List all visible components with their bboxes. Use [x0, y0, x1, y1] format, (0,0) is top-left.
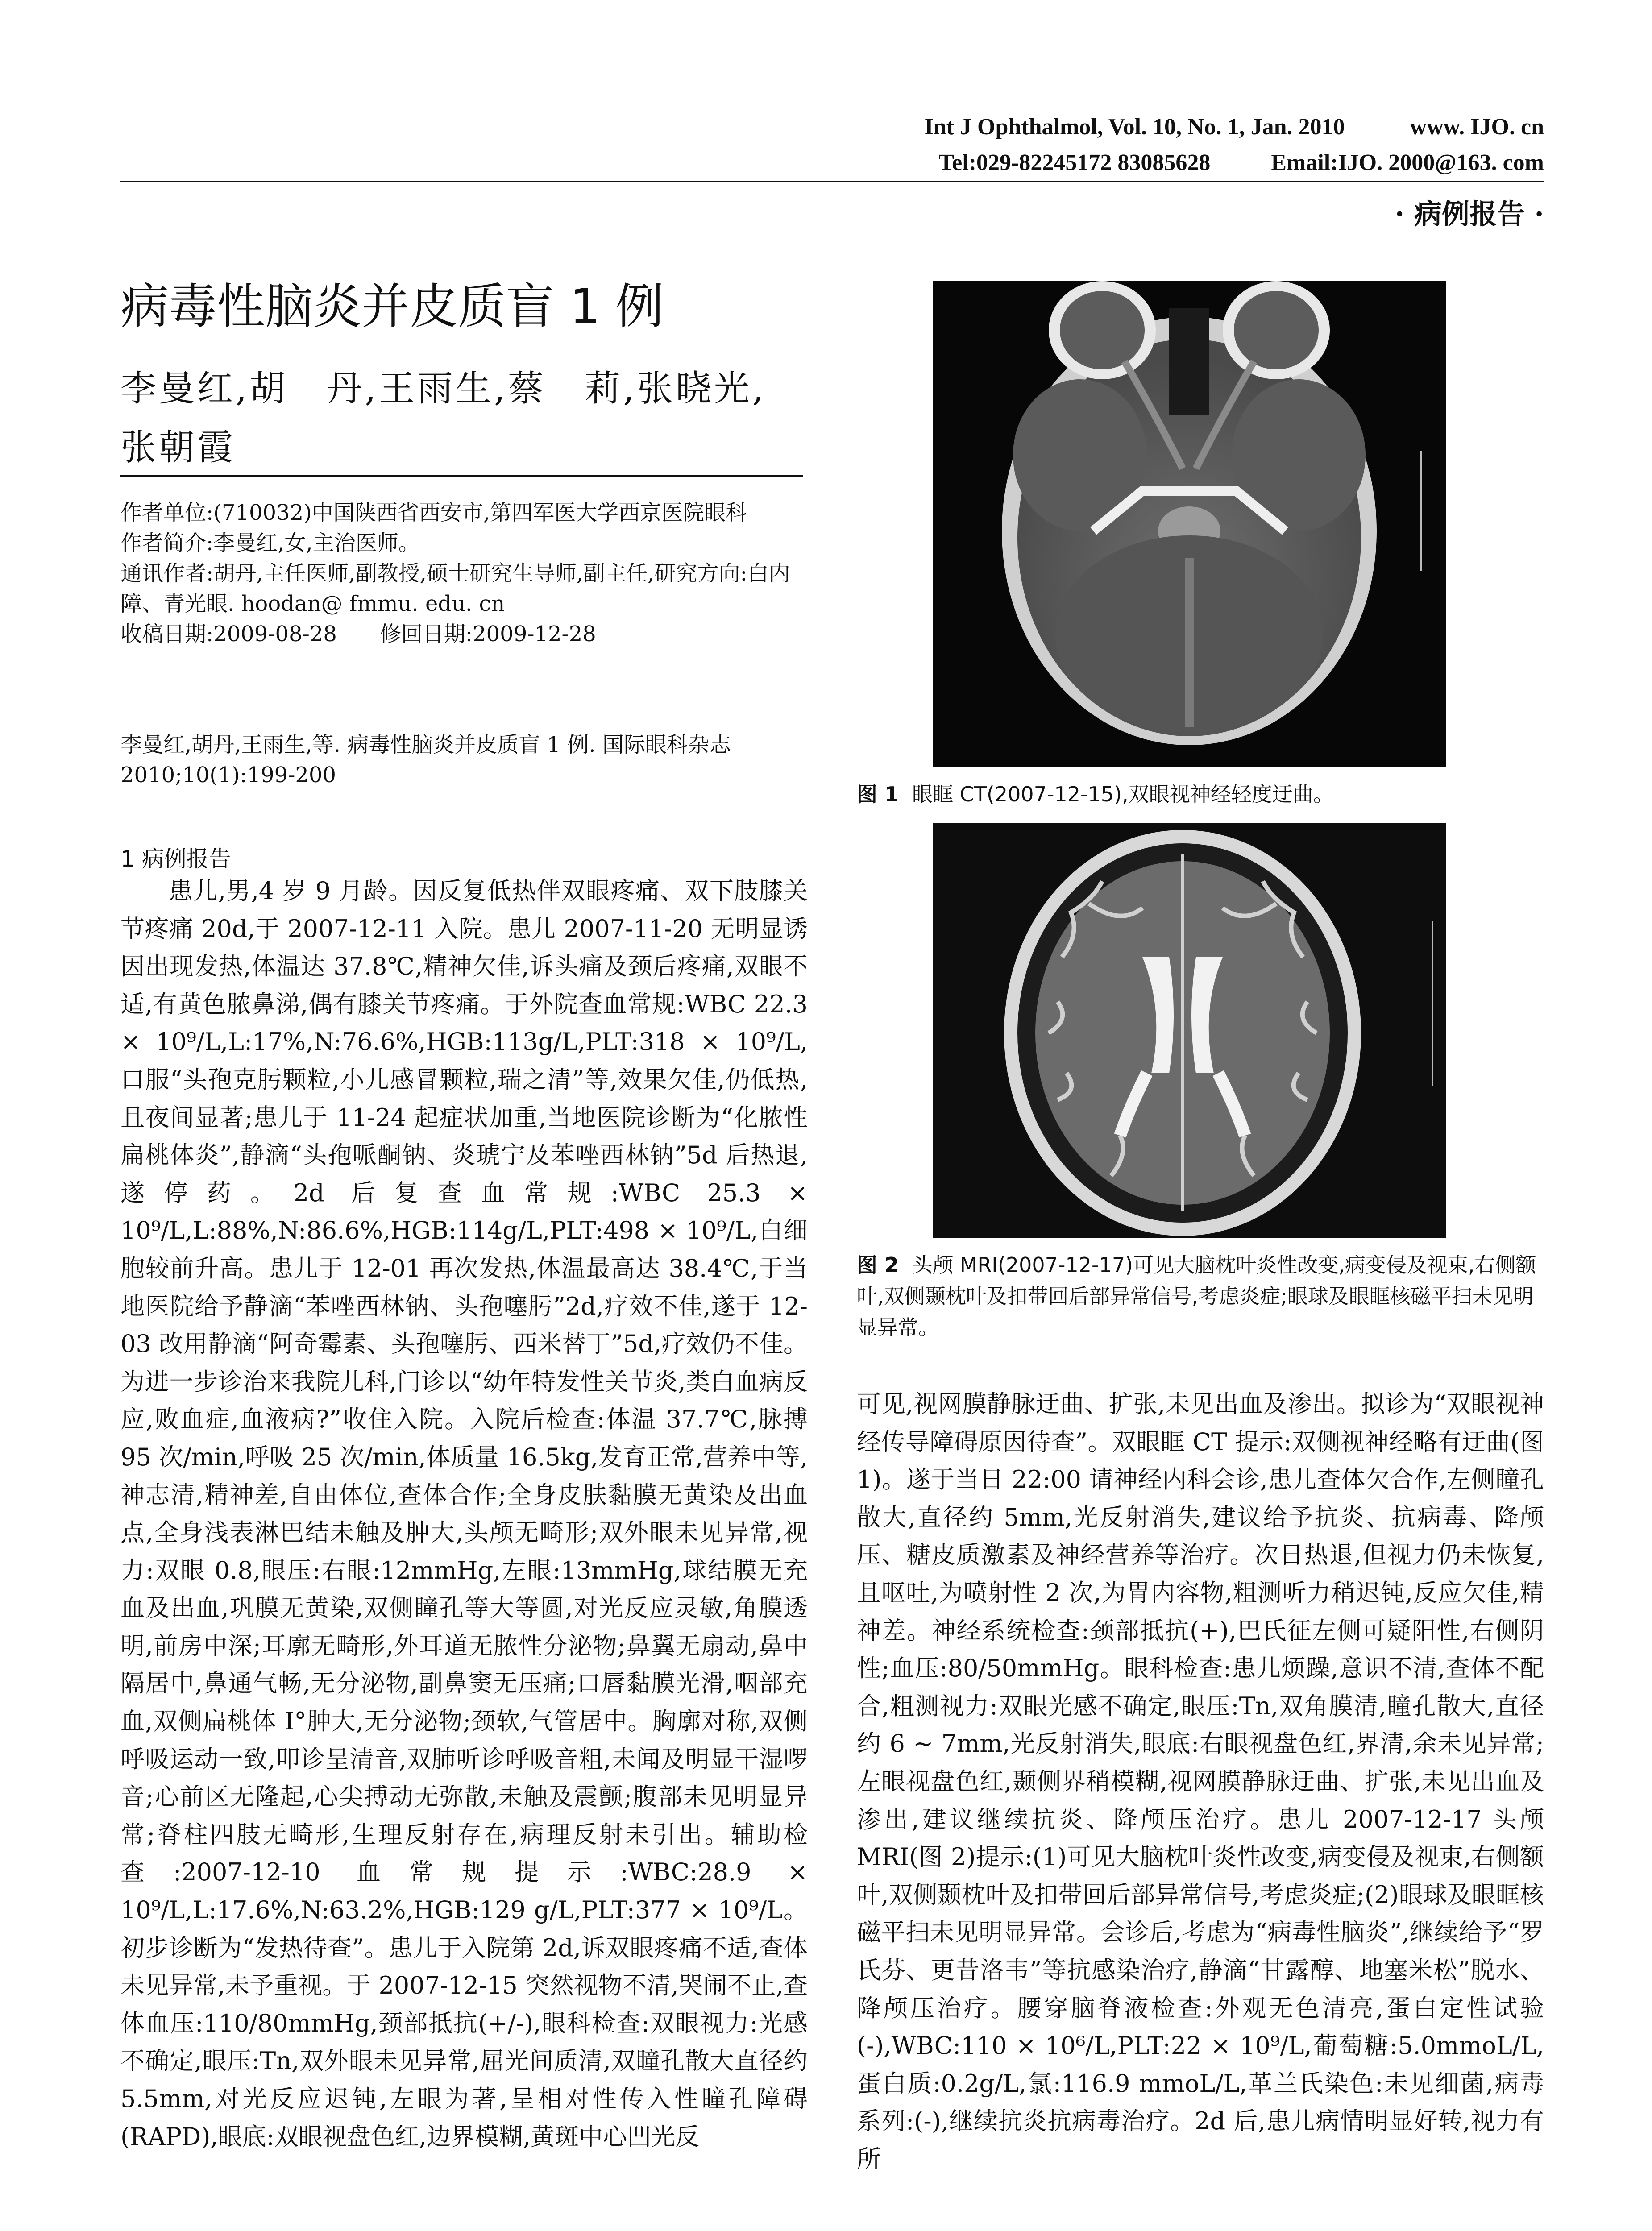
- figure-1-label: 图 1: [857, 782, 899, 806]
- journal-url: www. IJO. cn: [1410, 114, 1544, 140]
- section-tag: · 病例报告 ·: [1395, 198, 1544, 230]
- author-info-block: [120, 498, 808, 649]
- figure-1-ct-scan: [933, 281, 1446, 767]
- figure-2-mri-scan: [933, 823, 1446, 1238]
- author-rule: [120, 475, 803, 477]
- authors-line-1: 李曼红,胡 丹,王雨生,蔡 莉,张晓光,: [120, 368, 767, 409]
- body-text-right-column: 可见,视网膜静脉迂曲、扩张,未见出血及渗出。拟诊为“双眼视神经传导障碍原因待查”。双眼眶 CT 提示:双侧视神经略有迂曲(图 1)。遂于当日 22:00 请神经内科会诊,患儿查体欠合作,左侧瞳孔散大,直径约 5mm,光反射消失,建议给予抗炎、抗病毒、降颅压、糖皮质激素及神经营养等治疗。次日热退,但视力仍未恢复,且呕吐,为喷射性 2 次,为胃内容物,粗测听力稍迟钝,反应欠佳,精神差。神经系统检查:颈部抵抗(+),巴氏征左侧可疑阳性,右侧阴性;血压:80/50mmHg。眼科检查:患儿烦躁,意识不清,查体不配合,粗测视力:双眼光感不确定,眼压:Tn,双角膜清,瞳孔散大,直径约 6 ~ 7mm,光反射消失,眼底:右眼视盘色红,界清,余未见异常;左眼视盘色红,颞侧界稍模糊,视网膜静脉迂曲、扩张,未见出血及渗出,建议继续抗炎、降颅压治疗。患儿 2007-12-17 头颅 MRI(图 2)提示:(1)可见大脑枕叶炎性改变,病变侵及视束,右侧额叶,双侧颞枕叶及扣带回后部异常信号,考虑炎症;(2)眼球及眼眶核磁平扫未见明显异常。会诊后,考虑为“病毒性脑炎”,继续给予“罗氏芬、更昔洛韦”等抗感染治疗,静滴“甘露醇、地塞米松”脱水、降颅压治疗。腰穿脑脊液检查:外观无色清亮,蛋白定性试验(-),WBC:110 × 10⁶/L,PLT:22 × 10⁹/L,葡萄糖:5.0mmoL/L,蛋白质:0.2g/L,氯:116.9 mmoL/L,革兰氏染色:未见细菌,病毒系列:(-),继续抗炎抗病毒治疗。2d 后,患儿病情明显好转,视力有所: [857, 1390, 1544, 2173]
- figure-2-caption-text: 头颅 MRI(2007-12-17)可见大脑枕叶炎性改变,病变侵及视束,右侧额叶,双侧颞枕叶及扣带回后部异常信号,考虑炎症;眼球及眼眶核磁平扫未见明显异常。: [857, 1253, 1536, 1339]
- author-list: [120, 359, 817, 477]
- correspondence: 通讯作者:胡丹,主任医师,副教授,硕士研究生导师,副主任,研究方向:白内障、青光眼. hoodan@ fmmu. edu. cn: [120, 561, 790, 616]
- affiliation: 作者单位:(710032)中国陕西省西安市,第四军医大学西京医院眼科: [120, 500, 747, 525]
- header-rule: [120, 181, 1544, 182]
- citation: 李曼红,胡丹,王雨生,等. 病毒性脑炎并皮质盲 1 例. 国际眼科杂志 2010;10(1):199-200: [120, 732, 731, 788]
- ct-scan-image: [933, 281, 1446, 767]
- figure-1-caption: [857, 779, 1544, 810]
- article-title: 病毒性脑炎并皮质盲 1 例: [120, 279, 664, 335]
- body-text-left-column: 患儿,男,4 岁 9 月龄。因反复低热伴双眼疼痛、双下肢膝关节疼痛 20d,于 2007-12-11 入院。患儿 2007-11-20 无明显诱因出现发热,体温达 37.8℃,精神欠佳,诉头痛及颈后疼痛,双眼不适,有黄色脓鼻涕,偶有膝关节疼痛。于外院查血常规:WBC 22.3 × 10⁹/L,L:17%,N:76.6%,HGB:113g/L,PLT:318 × 10⁹/L,口服“头孢克肟颗粒,小儿感冒颗粒,瑞之清”等,效果欠佳,仍低热,且夜间显著;患儿于 11-24 起症状加重,当地医院诊断为“化脓性扁桃体炎”,静滴“头孢哌酮钠、炎琥宁及苯唑西林钠”5d 后热退,遂停药。2d 后复查血常规:WBC 25.3 × 10⁹/L,L:88%,N:86.6%,HGB:114g/L,PLT:498 × 10⁹/L,白细胞较前升高。患儿于 12-01 再次发热,体温最高达 38.4℃,于当地医院给予静滴“苯唑西林钠、头孢噻肟”2d,疗效不佳,遂于 12-03 改用静滴“阿奇霉素、头孢噻肟、西米替丁”5d,疗效仍不佳。为进一步诊治来我院儿科,门诊以“幼年特发性关节炎,类白血病反应,败血症,血液病?”收住入院。入院后检查:体温 37.7℃,脉搏 95 次/min,呼吸 25 次/min,体质量 16.5kg,发育正常,营养中等,神志清,精神差,自由体位,查体合作;全身皮肤黏膜无黄染及出血点,全身浅表淋巴结未触及肿大,头颅无畸形;双外眼未见异常,视力:双眼 0.8,眼压:右眼:12mmHg,左眼:13mmHg,球结膜无充血及出血,巩膜无黄染,双侧瞳孔等大等圆,对光反应灵敏,角膜透明,前房中深;耳廓无畸形,外耳道无脓性分泌物;鼻翼无扇动,鼻中隔居中,鼻通气畅,无分泌物,副鼻窦无压痛;口唇黏膜光滑,咽部充血,双侧扁桃体 I°肿大,无分泌物;颈软,气管居中。胸廓对称,双侧呼吸运动一致,叩诊呈清音,双肺听诊呼吸音粗,未闻及明显干湿啰音;心前区无隆起,心尖搏动无弥散,未触及震颤;腹部未见明显异常;脊柱四肢无畸形,生理反射存在,病理反射未引出。辅助检查:2007-12-10 血常规提示:WBC:28.9 × 10⁹/L,L:17.6%,N:63.2%,HGB:129 g/L,PLT:377 × 10⁹/L。初步诊断为“发热待查”。患儿于入院第 2d,诉双眼疼痛不适,查体未见异常,未予重视。于 2007-12-15 突然视物不清,哭闹不止,查体血压:110/80mmHg,颈部抵抗(+/-),眼科检查:双眼视力:光感不确定,眼压:Tn,双外眼未见异常,屈光间质清,双瞳孔散大直径约 5.5mm,对光反应迟钝,左眼为著,呈相对性传入性瞳孔障碍(RAPD),眼底:双眼视盘色红,边界模糊,黄斑中心凹光反: [120, 877, 808, 2151]
- received-dates: 收稿日期:2009-08-28 修回日期:2009-12-28: [120, 622, 596, 647]
- journal-info: Int J Ophthalmol, Vol. 10, No. 1, Jan. 2010: [924, 114, 1345, 140]
- header-line-2: [803, 145, 1544, 181]
- author-intro: 作者简介:李曼红,女,主治医师。: [120, 531, 420, 556]
- figure-2-caption: [857, 1249, 1544, 1343]
- journal-email: Email:IJO. 2000@163. com: [1271, 150, 1544, 175]
- figure-2-label: 图 2: [857, 1253, 899, 1277]
- header-line-1: [803, 109, 1544, 145]
- journal-header: [803, 109, 1544, 181]
- authors-line-2: 张朝霞: [120, 427, 236, 468]
- section-heading: 1 病例报告: [120, 846, 231, 872]
- figure-1-caption-text: 眼眶 CT(2007-12-15),双眼视神经轻度迂曲。: [912, 782, 1334, 806]
- journal-tel: Tel:029-82245172 83085628: [938, 150, 1211, 175]
- mri-scan-image: [933, 823, 1446, 1238]
